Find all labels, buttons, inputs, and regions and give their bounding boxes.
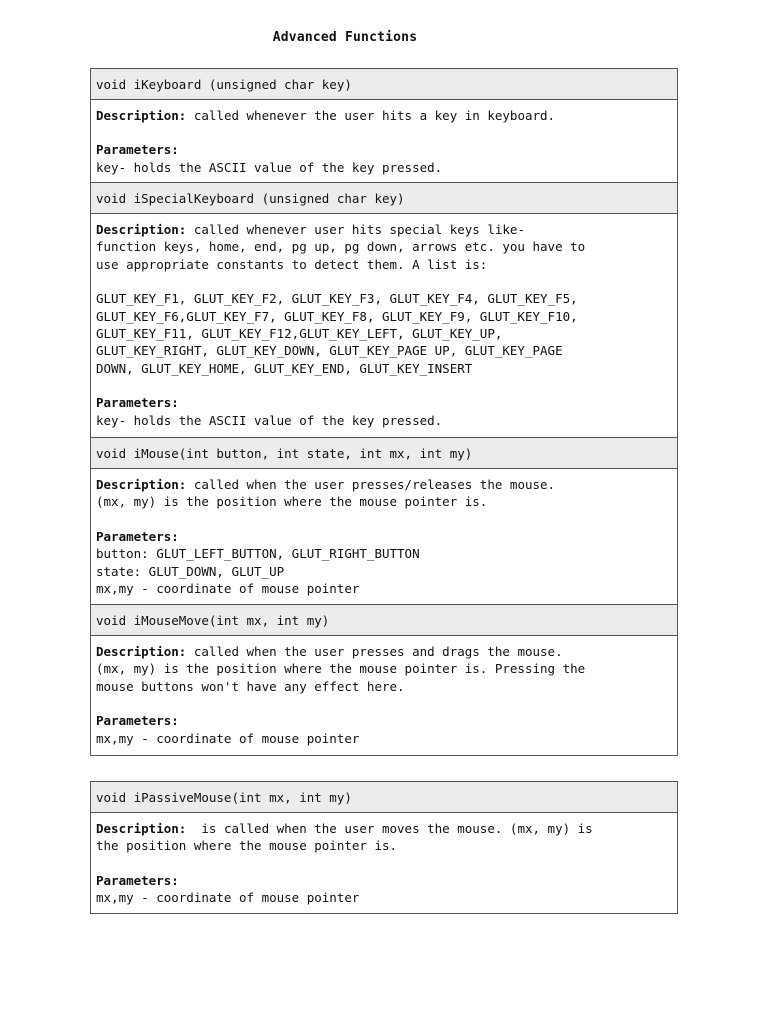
parameter-line: mx,my - coordinate of mouse pointer [96,730,360,746]
description-label: Description: [96,108,187,123]
description-text: called when the user presses and drags the mouse. [186,644,563,659]
key-constant-line: GLUT_KEY_F11, GLUT_KEY_F12,GLUT_KEY_LEFT, GLUT_KEY_UP, [96,326,503,342]
description-text: (mx, my) is the position where the mouse pointer is. Pressing the [96,661,586,677]
function-signature: void iKeyboard (unsigned char key) [91,69,677,100]
parameters-label: Parameters: [96,142,179,158]
description-label: Description: [96,644,187,659]
functions-table-secondary [90,781,678,914]
parameter-line: mx,my - coordinate of mouse pointer [96,581,360,597]
description-label: Description: [96,477,187,492]
description-text: (mx, my) is the position where the mouse pointer is. [96,494,488,510]
function-block-imouse [91,438,677,605]
function-details [91,214,677,438]
description-text: called whenever user hits special keys like- [186,222,525,237]
parameter-line: key- holds the ASCII value of the key pressed. [96,159,443,175]
function-signature: void iSpecialKeyboard (unsigned char key) [91,183,677,214]
description-text: use appropriate constants to detect them. A list is: [96,256,488,272]
description-text: called when the user presses/releases the mouse. [186,477,556,492]
function-block-imousemove [91,605,677,755]
parameter-line: mx,my - coordinate of mouse pointer [96,890,360,906]
key-constant-line: DOWN, GLUT_KEY_HOME, GLUT_KEY_END, GLUT_KEY_INSERT [96,360,473,376]
function-block-ipassivemouse [91,782,677,913]
description-text: the position where the mouse pointer is. [96,838,398,854]
function-signature: void iMouse(int button, int state, int mx, int my) [91,438,677,469]
function-details [91,636,677,755]
parameters-label: Parameters: [96,395,179,411]
function-details [91,813,677,913]
parameters-label: Parameters: [96,528,179,544]
page-title: Advanced Functions [272,30,418,45]
key-constant-line: GLUT_KEY_F1, GLUT_KEY_F2, GLUT_KEY_F3, GLUT_KEY_F4, GLUT_KEY_F5, [96,291,578,307]
parameter-line: key- holds the ASCII value of the key pressed. [96,412,443,428]
parameters-label: Parameters: [96,872,179,888]
function-block-ispecialkeyboard [91,183,677,438]
function-details [91,100,677,183]
parameter-line: state: GLUT_DOWN, GLUT_UP [96,563,285,579]
description-text: mouse buttons won't have any effect here. [96,678,405,694]
key-constant-line: GLUT_KEY_F6,GLUT_KEY_F7, GLUT_KEY_F8, GLUT_KEY_F9, GLUT_KEY_F10, [96,308,578,324]
function-block-ikeyboard [91,69,677,183]
parameter-line: button: GLUT_LEFT_BUTTON, GLUT_RIGHT_BUTTON [96,546,420,562]
function-signature: void iMouseMove(int mx, int my) [91,605,677,636]
description-label: Description: [96,222,187,237]
function-details [91,469,677,605]
description-text: function keys, home, end, pg up, pg down, arrows etc. you have to [96,239,586,255]
description-label: Description: [96,821,187,836]
functions-table-main [90,68,678,756]
description-text: called whenever the user hits a key in keyboard. [186,108,556,123]
function-signature: void iPassiveMouse(int mx, int my) [91,782,677,813]
parameters-label: Parameters: [96,713,179,729]
description-text: is called when the user moves the mouse. (mx, my) is [186,821,593,836]
key-constant-line: GLUT_KEY_RIGHT, GLUT_KEY_DOWN, GLUT_KEY_PAGE UP, GLUT_KEY_PAGE [96,343,563,359]
